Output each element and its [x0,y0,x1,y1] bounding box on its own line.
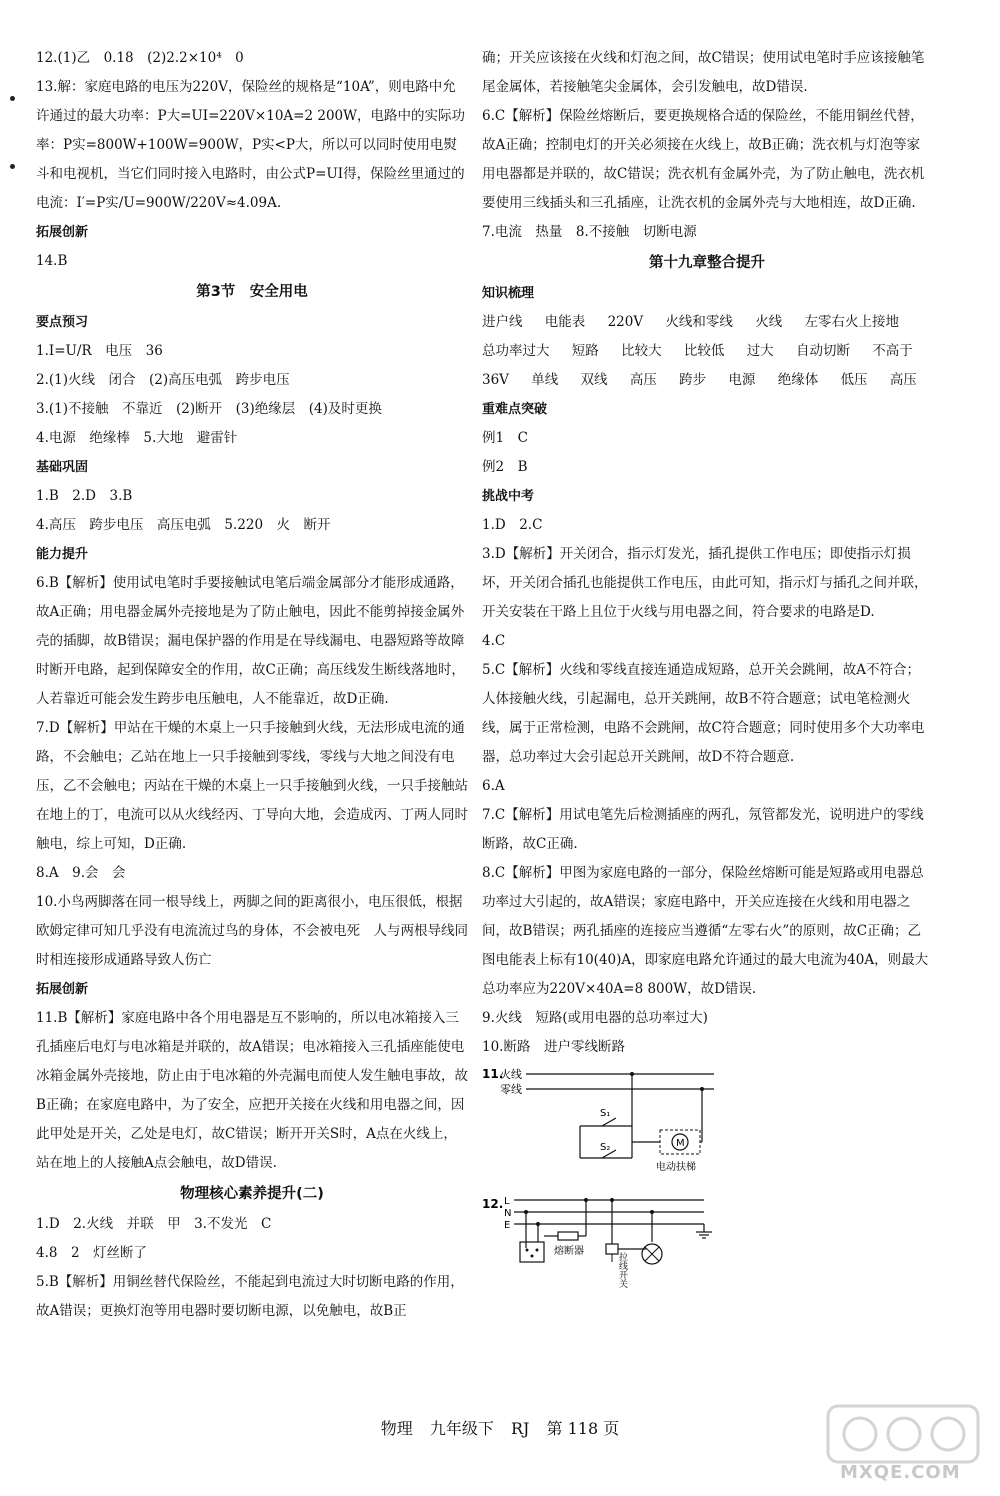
answer-core-5-cont: 确；开关应该接在火线和灯泡之间，故C错误；使用试电笔时手应该接触笔尾金属体，若接触笔尖金属体，会引发触电，故D错误. [482,50,925,95]
question-number: 11. [482,1067,504,1081]
escalator-label: 电动扶梯 [656,1162,696,1173]
answer-exam-5: 5.C【解析】火线和零线直接连通造成短路，总开关会跳闸，故A不符合；人体接触火线，引起漏电，总开关跳闸，故B不符合题意；试电笔检测火线，属于正常检测，电路不会跳闸，故C符合题意；同时使用多个大功率电器，总功率过大会引起总开关跳闸，故D不符合题意. [482,662,925,765]
answer-core-7: 7.电流 热量 8.不接触 切断电源 [482,224,697,240]
heading-extension-2: 拓展创新 [36,982,89,997]
keyword: 电能表 [544,314,586,330]
answer-exam-3: 3.D【解析】开关闭合，指示灯发光，插孔提供工作电压；即使指示灯损坏，开关闭合插孔也能提供工作电压，由此可知，指示灯与插孔之间并联，开关安装在干路上且位于火线与用电器之间，符合要求的电路是D. [482,546,928,620]
fuse-icon [558,1232,578,1240]
socket-icon [520,1242,544,1262]
motor-symbol: M [676,1138,685,1149]
left-column [36,44,468,1326]
socket-hole [526,1249,529,1252]
watermark-frame [828,1406,978,1462]
line-e-label: E [504,1220,511,1231]
escalator-circuit-svg [482,1066,722,1184]
footer-edition: RJ [510,1419,530,1438]
fuse-label: 熔断器 [554,1246,584,1257]
footer-page-number: 第 118 页 [546,1419,620,1438]
watermark-circle [888,1418,920,1450]
answer-basics-1: 1.B 2.D 3.B [36,488,133,504]
keyword: 总功率过大 [482,343,550,359]
line-l-label: L [504,1196,510,1207]
keyword: 双线 [580,372,608,388]
keyword-row [482,337,932,366]
answer-preview-3: 3.(1)不接触 不靠近 (2)断开 (3)绝缘层 (4)及时更换 [36,401,382,417]
answer-core-5: 5.B【解析】用铜丝替代保险丝，不能起到电流过大时切断电路的作用，故A错误；更换灯泡等用电器时要切断电源，以免触电，故B正 [36,1274,464,1319]
watermark-circle [932,1418,964,1450]
answer-example-2: 例2 B [482,459,528,475]
answer-exam-6: 6.A [482,778,505,794]
watermark-circle [844,1418,876,1450]
answer-14: 14.B [36,253,68,269]
heading-basics: 基础巩固 [36,460,89,475]
answer-preview-4: 4.电源 绝缘棒 5.大地 避雷针 [36,430,238,446]
keyword-row [482,366,932,395]
keyword: 绝缘体 [777,372,819,388]
answer-ability-6: 6.B【解析】使用试电笔时手要接触试电笔后端金属部分才能形成通路，故A正确；用电器金属外壳接地是为了防止触电，因此不能剪掉接金属外壳的插脚，故B错误；漏电保护器的作用是在导线漏电、电器短路等故障时断开电路，起到保障安全的作用，故C正确；高压线发生断线落地时，人若靠近可能会发生跨步电压触电，人不能靠近，故D正确. [36,575,465,707]
answer-ability-10: 10.小鸟两脚落在同一根导线上，两脚之间的距离很小，电压很低，根据欧姆定律可知几乎没有电流流过鸟的身体，不会被电死 人与两根导线同时相连接形成通路导致人伤亡 [36,894,468,968]
answer-core-6: 6.C【解析】保险丝熔断后，要更换规格合适的保险丝，不能用铜丝代替，故A正确；控制电灯的开关必须接在火线上，故B正确；洗衣机与灯泡等家用电器都是并联的，故C错误；洗衣机有金属外壳，为了防止触电，洗衣机要使用三线插头和三孔插座，让洗衣机的金属外壳与大地相连，故D正确. [482,108,925,211]
keyword: 电源 [728,372,756,388]
section-title-core-literacy: 物理核心素养提升(二) [180,1186,324,1202]
keyword-row [482,308,932,337]
answer-example-1: 例1 C [482,430,528,446]
keyword: 不高于 [872,343,913,359]
line-n-label: N [504,1208,512,1219]
junction-dot [610,1198,614,1202]
keyword: 左零右火上接地 [804,314,900,330]
keyword: 火线和零线 [665,314,733,330]
keyword: 火线 [755,314,783,330]
answer-ability-8: 8.A 9.会 会 [36,865,126,881]
footer-grade: 九年级下 [429,1419,494,1438]
circuit-diagram-11 [482,1066,932,1188]
answer-12: 12.(1)乙 0.18 (2)2.2×10⁴ 0 [36,50,244,66]
answer-ability-7: 7.D【解析】甲站在干燥的木桌上一只手接触到火线，无法形成电流的通路，不会触电；乙站在地上一只手接触到零线，零线与大地之间没有电压，乙不会触电；丙站在干燥的木桌上一只手接触到火线，一只手接触站在地上的丁，电流可以从火线经丙、丁导向大地，会造成丙、丁两人同时触电，综上可知，D正确. [36,720,468,852]
keyword: 220V [607,314,644,330]
answer-extension-11: 11.B【解析】家庭电路中各个用电器是互不影响的，所以电冰箱接入三孔插座后电灯与电冰箱是并联的，故A错误；电冰箱接入三孔插座能使电冰箱金属外壳接地，防止由于电冰箱的外壳漏电而使人发生触电事故，故B正确；在家庭电路中，为了安全，应把开关接在火线和用电器之间，因此甲处是开关，乙处是电灯，故C错误；断开开关S时，A点在火线上，站在地上的人接触A点会触电，故D错误. [36,1010,468,1171]
heading-extension: 拓展创新 [36,225,89,240]
keyword: 自动切断 [795,343,850,359]
neutral-wire-label: 零线 [500,1083,522,1096]
keyword: 跨步 [679,372,707,388]
heading-knowledge: 知识梳理 [482,286,535,301]
watermark-text: MXQE.COM [840,1462,961,1483]
answer-exam-4: 4.C [482,633,506,649]
footer-subject: 物理 [380,1419,413,1438]
answer-basics-2: 4.高压 跨步电压 高压电弧 5.220 火 断开 [36,517,331,533]
answer-exam-7: 7.C【解析】用试电笔先后检测插座的两孔，氖管都发光，说明进户的零线断路，故C正确. [482,807,924,852]
keyword: 过大 [746,343,774,359]
margin-dot [10,164,15,169]
live-wire-label: 火线 [500,1068,522,1081]
pull-switch-label: 拉线开关 [617,1252,627,1288]
answer-core-1: 1.D 2.火线 并联 甲 3.不发光 C [36,1216,272,1232]
answer-preview-2: 2.(1)火线 闭合 (2)高压电弧 跨步电压 [36,372,290,388]
keyword: 高压 [889,372,917,388]
heading-ability: 能力提升 [36,547,89,562]
circuit-diagram-12 [482,1192,932,1306]
right-column [482,44,932,1306]
switch-s2-label: S₂ [600,1142,611,1153]
margin-dot [10,96,15,101]
keyword: 比较低 [683,343,725,359]
question-number: 12. [482,1197,504,1211]
answer-exam-9: 9.火线 短路(或用电器的总功率过大) [482,1010,708,1026]
keyword: 进户线 [482,314,523,330]
keyword: 比较大 [621,343,662,359]
heading-exam-challenge: 挑战中考 [482,489,535,504]
answer-core-4: 4.8 2 灯丝断了 [36,1245,148,1261]
socket-hole [536,1249,539,1252]
switch-s1 [602,1118,616,1126]
heading-key-points: 重难点突破 [482,402,548,417]
heading-preview: 要点预习 [36,315,89,330]
socket-hole [531,1255,534,1258]
answer-exam-1: 1.D 2.C [482,517,543,533]
answer-exam-8: 8.C【解析】甲图为家庭电路的一部分，保险丝熔断可能是短路或用电器总功率过大引起的，故A错误；家庭电路中，开关应连接在火线和用电器之间，故B错误；两孔插座的连接应当遵循“左零右火”的原则，故C正确；乙图电能表上标有10(40)A，即家庭电路允许通过的最大电流为40A，则最大总功率应为220V×40A=8 800W，故D错误. [482,865,929,997]
switch-s1-label: S₁ [600,1108,611,1119]
answer-13: 13.解：家庭电路的电压为220V，保险丝的规格是“10A”，则电路中允许通过的最大功率：P大=UI=220V×10A=2 200W，电路中的实际功率：P实=800W+100W=900W，P实<P大，所以可以同时使用电熨斗和电视机，当它们同时接入电路时，由公式P=UI得，保险丝里通过的电流：I′=P实/U=900W/220V≈4.09A. [36,79,466,211]
keyword: 短路 [571,343,599,359]
keyword: 单线 [531,372,559,388]
answer-exam-10: 10.断路 进户零线断路 [482,1039,625,1055]
answer-preview-1: 1.I=U/R 电压 36 [36,343,163,359]
household-circuit-svg [482,1192,742,1302]
keyword: 高压 [629,372,657,388]
section-title-chapter-review: 第十九章整合提升 [649,255,765,271]
section-title-safe-electricity: 第3节 安全用电 [196,284,308,300]
keyword: 36V [482,372,509,388]
keyword: 低压 [840,372,868,388]
